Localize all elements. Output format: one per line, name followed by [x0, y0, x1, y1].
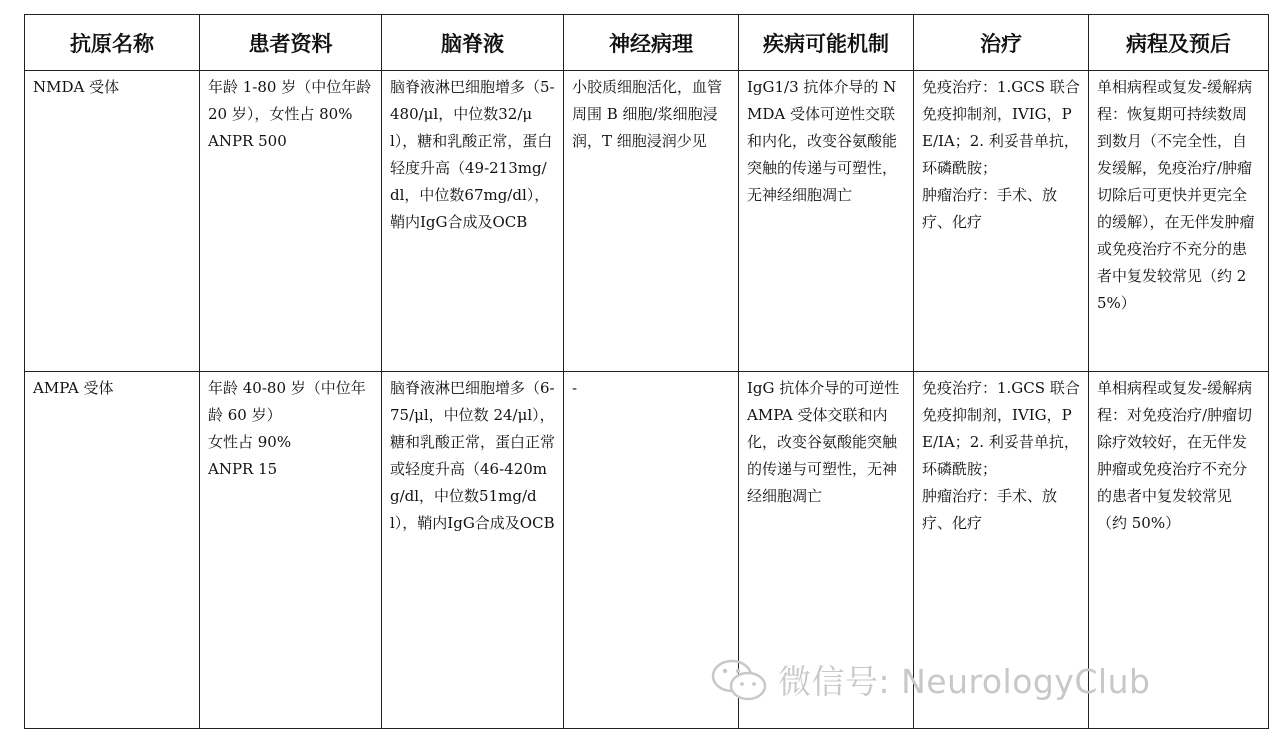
watermark: [708, 656, 1150, 703]
cell-antigen: [25, 71, 200, 372]
header-mechanism: 疾病可能机制: [739, 15, 914, 71]
header-treatment: 治疗: [914, 15, 1089, 71]
cell-line: 单相病程或复发-缓解病程：恢复期可持续数周到数月（不完全性，自发缓解，免疫治疗/肿瘤切除后可更快并更完全的缓解），在无伴发肿瘤或免疫治疗不充分的患者中复发较常见（约 25%）: [1097, 78, 1255, 312]
cell-line: 年龄 1-80 岁（中位年龄 20 岁），女性占 80%: [208, 78, 377, 123]
cell-prognosis: [1089, 71, 1269, 372]
cell-line: 脑脊液淋巴细胞增多（5-480/μl，中位数32/μl），糖和乳酸正常，蛋白轻度升高（49-213mg/dl，中位数67mg/dl），鞘内IgG合成及OCB: [390, 78, 555, 231]
cell-csf: [382, 71, 564, 372]
cell-line: 单相病程或复发-缓解病程：对免疫治疗/肿瘤切除疗效较好，在无伴发肿瘤或免疫治疗不充分的患者中复发较常见（约 50%）: [1097, 379, 1253, 532]
cell-line: NMDA 受体: [33, 78, 120, 96]
cell-line: AMPA 受体: [33, 379, 114, 397]
cell-treatment: [914, 71, 1089, 372]
cell-csf: [382, 372, 564, 729]
cell-line: 小胶质细胞活化，血管周围 B 细胞/浆细胞浸润，T 细胞浸润少见: [572, 78, 723, 150]
cell-line: 脑脊液淋巴细胞增多（6-75/μl，中位数 24/μl），糖和乳酸正常，蛋白正常或轻度升高（46-420mg/dl，中位数51mg/dl），鞘内IgG合成及OCB: [390, 379, 556, 532]
header-neuropathology: 神经病理: [564, 15, 739, 71]
cell-line: ANPR 15: [208, 460, 278, 478]
header-prognosis: 病程及预后: [1089, 15, 1269, 71]
cell-line: IgG1/3 抗体介导的 NMDA 受体可逆性交联和内化，改变谷氨酸能突触的传递与可塑性，无神经细胞凋亡: [747, 78, 898, 204]
header-patient-info: 患者资料: [200, 15, 382, 71]
cell-patient: [200, 71, 382, 372]
antigen-table: [24, 14, 1269, 729]
cell-antigen: [25, 372, 200, 729]
cell-line: -: [572, 379, 578, 397]
cell-line: 年龄 40-80 岁（中位年龄 60 岁）: [208, 379, 366, 424]
header-csf: 脑脊液: [382, 15, 564, 71]
cell-mechanism: [739, 71, 914, 372]
cell-line: IgG 抗体介导的可逆性 AMPA 受体交联和内化，改变谷氨酸能突触的传递与可塑性，无神经细胞凋亡: [747, 379, 905, 505]
cell-line: 肿瘤治疗：手术、放疗、化疗: [922, 186, 1058, 231]
wechat-icon: [708, 657, 770, 703]
watermark-text: 微信号: NeurologyClub: [778, 662, 1151, 701]
cell-line: 免疫治疗：1.GCS 联合免疫抑制剂，IVIG，PE/IA；2. 利妥昔单抗，环磷酰胺；: [922, 379, 1080, 478]
table-row-nmda: [25, 71, 1269, 372]
cell-patient: [200, 372, 382, 729]
cell-line: 肿瘤治疗：手术、放疗、化疗: [922, 487, 1058, 532]
cell-line: 女性占 90%: [208, 433, 292, 451]
cell-line: 免疫治疗：1.GCS 联合免疫抑制剂，IVIG，PE/IA；2. 利妥昔单抗，环磷酰胺；: [922, 78, 1080, 177]
cell-line: ANPR 500: [208, 132, 287, 150]
header-antigen-name: 抗原名称: [25, 15, 200, 71]
cell-pathology: [564, 71, 739, 372]
header-row: [25, 15, 1269, 71]
